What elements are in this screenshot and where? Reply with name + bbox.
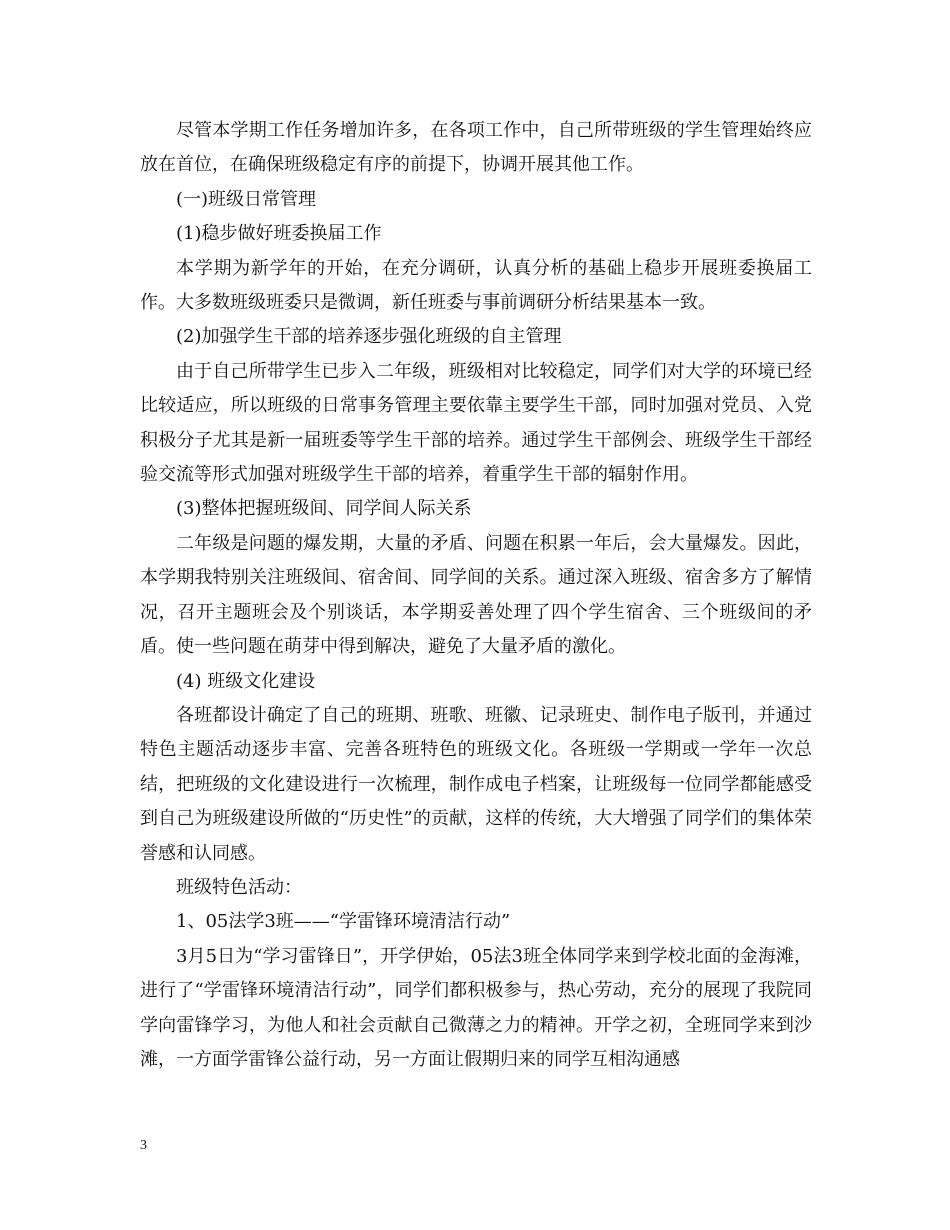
paragraph-activity: 3月5日为“学习雷锋日”，开学伊始，05法3班全体同学来到学校北面的金海滩，进行了“学雷锋环境清洁行动”，同学们都积极参与，热心劳动，充分的展现了我院同学向雷锋学习，为他人和社会贡献自己微薄之力的精神。开学之初，全班同学来到沙滩，一方面学雷锋公益行动，另一方面让假期归来的同学互相沟通感 [140, 945, 812, 1070]
page-number: 3 [140, 1138, 147, 1153]
subheading-cadre-training: (2)加强学生干部的培养逐步强化班级的自主管理 [176, 326, 562, 348]
paragraph-cadre-training: 由于自己所带学生已步入二年级，班级相对比较稳定，同学们对大学的环境已经比较适应，所以班级的日常事务管理主要依靠主要学生干部，同时加强对党员、入党积极分子尤其是新一届班委等学生干部的培养。通过学生干部例会、班级学生干部经验交流等形式加强对班级学生干部的培养，着重学生干部的辐射作用。 [140, 360, 812, 486]
subheading-class-culture: (4) 班级文化建设 [176, 670, 316, 692]
subheading-committee-election: (1)稳步做好班委换届工作 [176, 223, 382, 245]
subheading-relationships: (3)整体把握班级间、同学间人际关系 [176, 498, 472, 520]
document-body [140, 114, 812, 1077]
paragraph-committee-election: 本学期为新学年的开始，在充分调研，认真分析的基础上稳步开展班委换届工作。大多数班级班委只是微调，新任班委与事前调研分析结果基本一致。 [140, 257, 812, 314]
heading-special-activities: 班级特色活动： [176, 876, 302, 898]
activity-title: 1、05法学3班——“学雷锋环境清洁行动” [176, 911, 511, 933]
heading-daily-management: (一)班级日常管理 [176, 188, 317, 210]
paragraph-relationships: 二年级是问题的爆发期，大量的矛盾、问题在积累一年后，会大量爆发。因此，本学期我特别关注班级间、宿舍间、同学间的关系。通过深入班级、宿舍多方了解情况，召开主题班会及个别谈话，本学期妥善处理了四个学生宿舍、三个班级间的矛盾。使一些问题在萌芽中得到解决，避免了大量矛盾的激化。 [140, 532, 812, 658]
paragraph-class-culture: 各班都设计确定了自己的班期、班歌、班徽、记录班史、制作电子版刊，并通过特色主题活动逐步丰富、完善各班特色的班级文化。各班级一学期或一学年一次总结，把班级的文化建设进行一次梳理，制作成电子档案，让班级每一位同学都能感受到自己为班级建设所做的“历史性”的贡献，这样的传统，大大增强了同学们的集体荣誉感和认同感。 [140, 704, 812, 864]
paragraph-intro: 尽管本学期工作任务增加许多，在各项工作中，自己所带班级的学生管理始终应放在首位，在确保班级稳定有序的前提下，协调开展其他工作。 [140, 120, 812, 176]
